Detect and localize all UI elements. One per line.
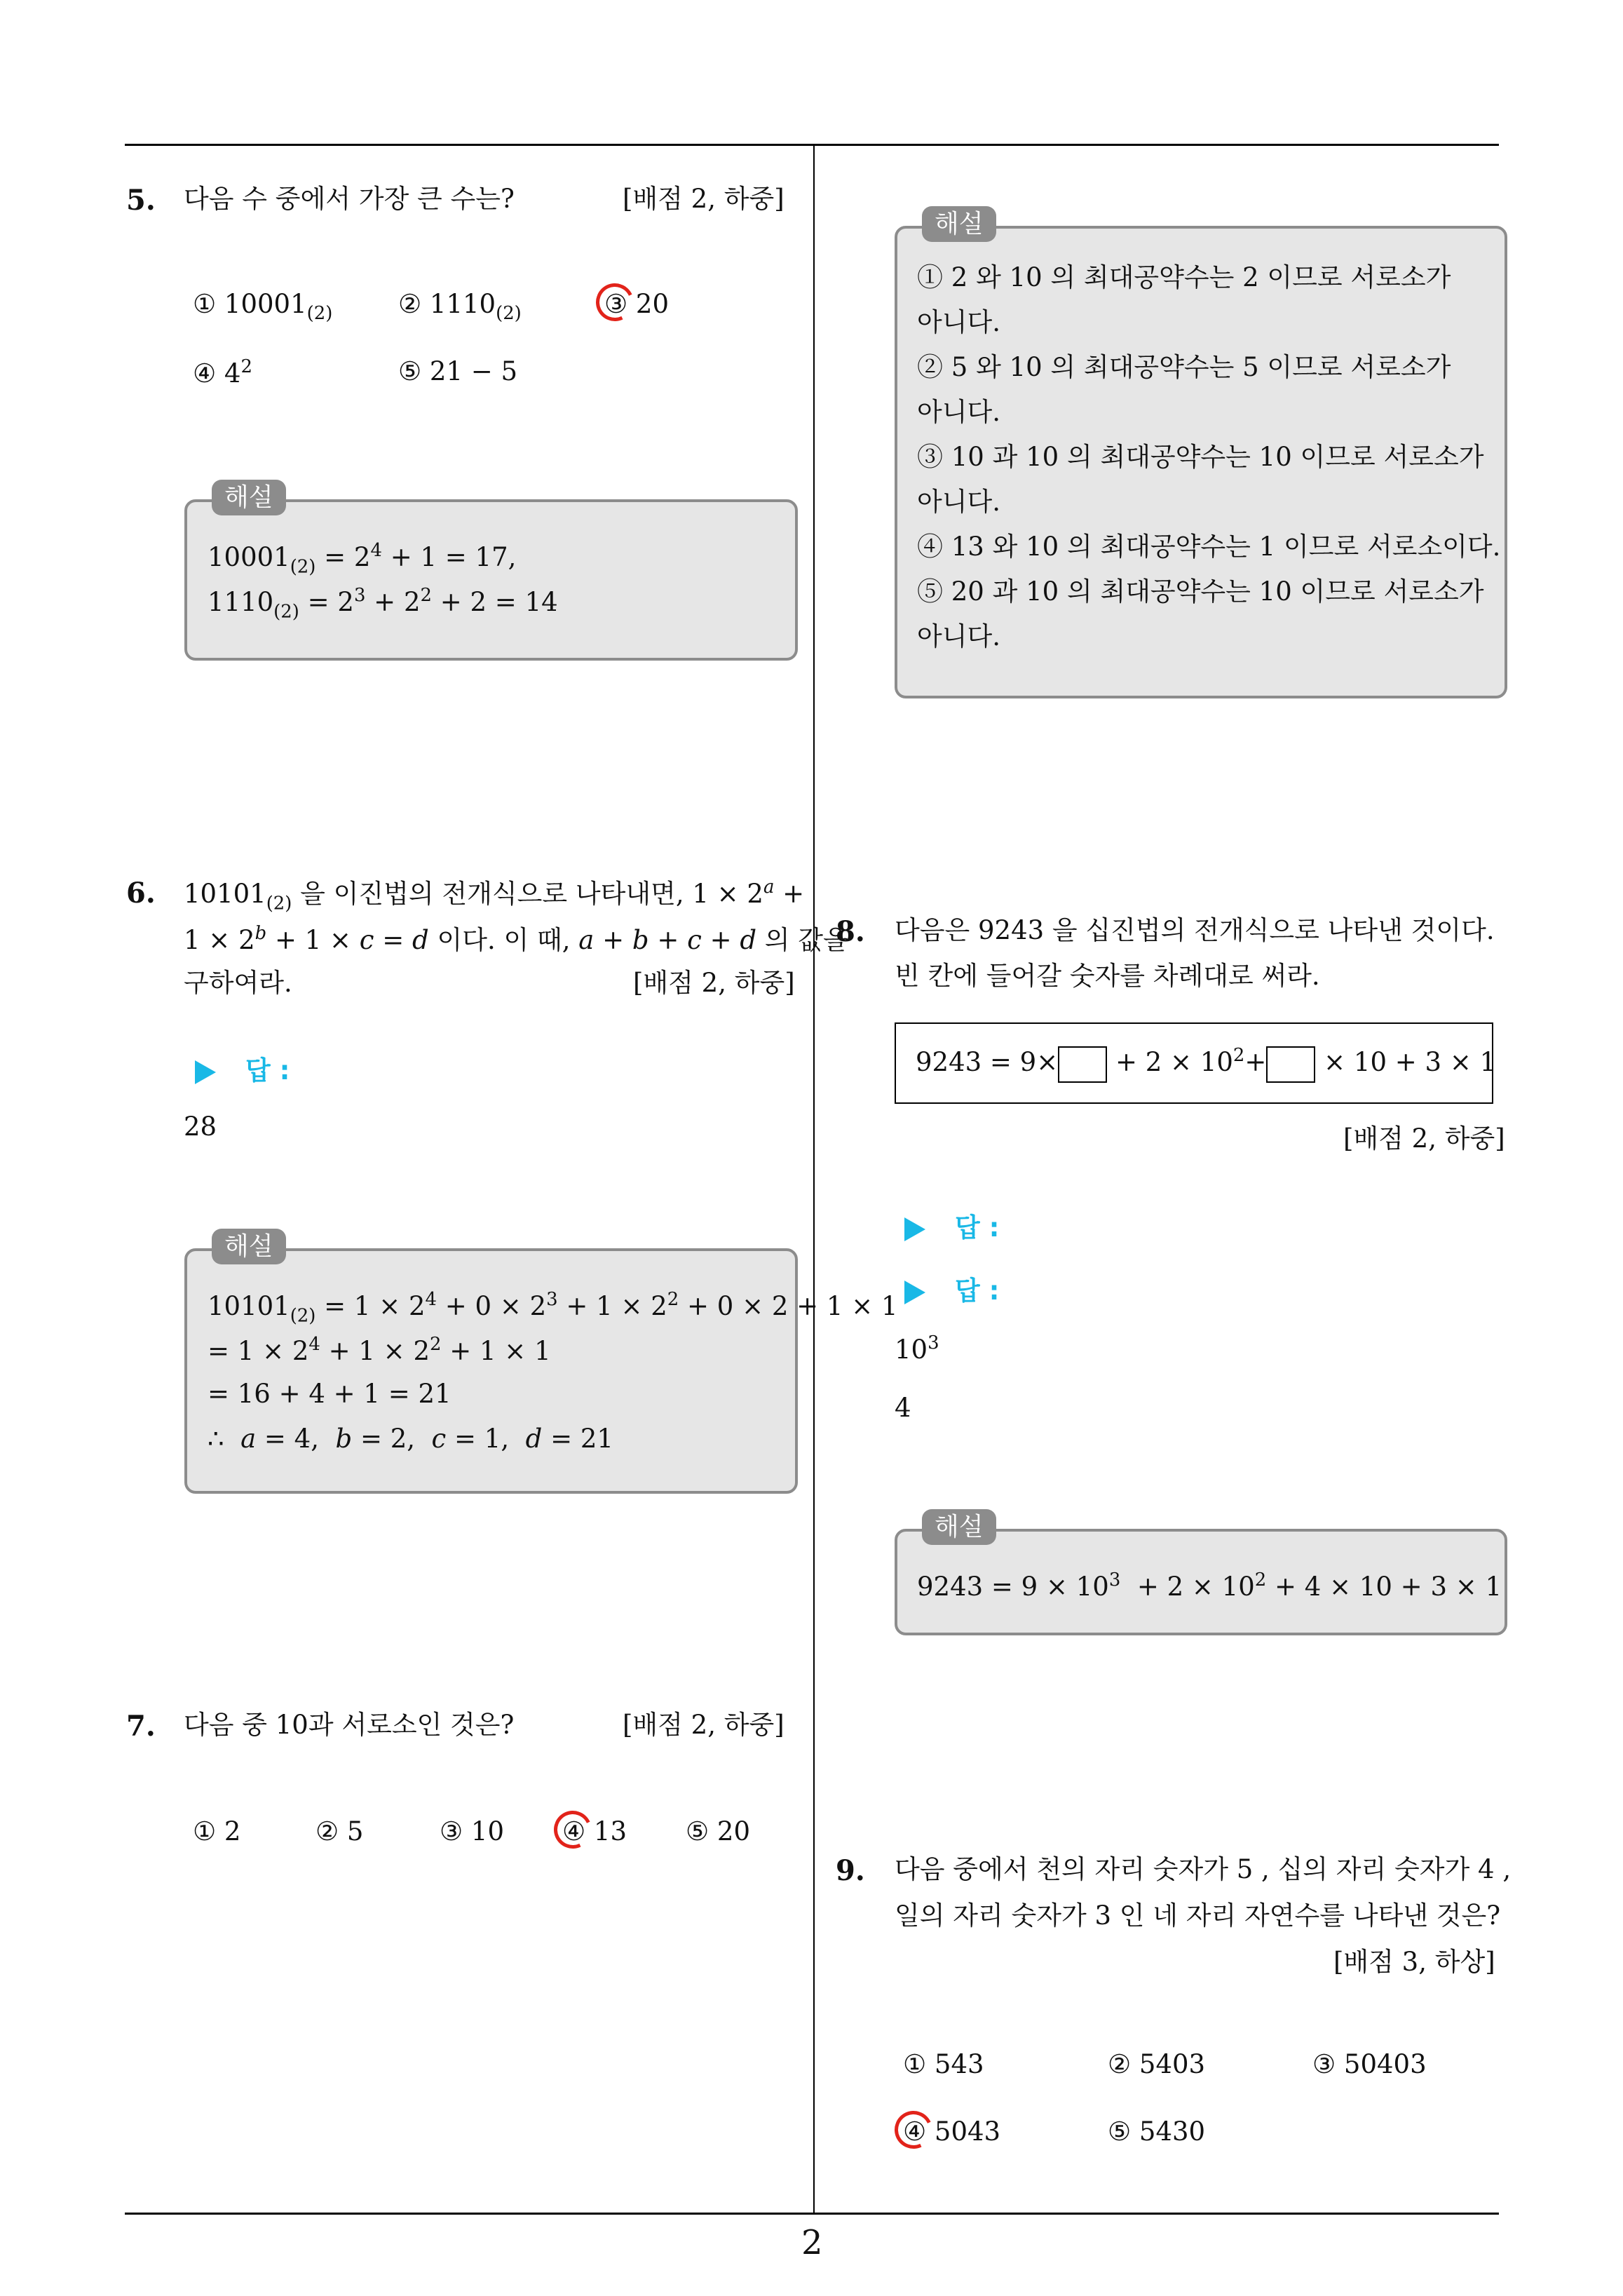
q7-question: 다음 중 10과 서로소인 것은? <box>184 1710 515 1740</box>
q9-question-line-2: 일의 자리 숫자가 3 인 네 자리 자연수를 나타낸 것은? <box>895 1900 1501 1931</box>
q7-explanation-line-3: ② 5 와 10 의 최대공약수는 5 이므로 서로소가 <box>917 352 1451 382</box>
q6-number: 6. <box>126 877 156 910</box>
q7-option-4[interactable]: ④ 13 <box>562 1816 627 1846</box>
q9-option-4[interactable]: ④ 5043 <box>903 2116 1001 2147</box>
q5-explanation-line-1: $10001_{(2)} = 2^4 + 1 = 17$, <box>208 540 517 578</box>
q8-answer-1: $10^3$ <box>895 1332 939 1365</box>
q9-option-5[interactable]: ⑤ 5430 <box>1108 2116 1206 2147</box>
q6-explanation-line-1: $10101_{(2)} = 1 \times 2^4 + 0 \times 2^3 + 1 \times 2^2 + 0 \times 2 + 1 \times 1$ <box>208 1289 898 1327</box>
q7-option-1[interactable]: ① 2 <box>193 1816 241 1846</box>
q5-option-4[interactable]: ④ $4^2$ <box>193 356 252 389</box>
q5-number: 5. <box>126 184 156 217</box>
q6-explanation-box <box>184 1248 798 1494</box>
q7-explanation-line-8: ⑤ 20 과 10 의 최대공약수는 10 이므로 서로소가 <box>917 576 1484 607</box>
q5-question: 다음 수 중에서 가장 큰 수는? <box>184 184 515 214</box>
q7-score: [배점 2, 하중] <box>623 1710 785 1740</box>
q7-explanation-line-4: 아니다. <box>917 397 1000 427</box>
q7-explanation-line-9: 아니다. <box>917 621 1000 651</box>
q7-explanation-line-5: ③ 10 과 10 의 최대공약수는 10 이므로 서로소가 <box>917 442 1484 472</box>
q8-number: 8. <box>836 915 865 948</box>
q8-question-line-2: 빈 칸에 들어갈 숫자를 차례대로 써라. <box>895 961 1320 991</box>
q5-explanation-tag: 해설 <box>212 480 286 515</box>
q8-equation: $9243 = 9\times + 2 \times 10^2+ \times 10 + 3 \times 1$ <box>916 1045 1496 1083</box>
q9-option-1[interactable]: ① 543 <box>903 2049 984 2079</box>
q9-option-2[interactable]: ② 5403 <box>1108 2049 1206 2079</box>
q6-question-line-2: $1 \times 2^b + 1 \times c = d$ 이다. 이 때, a + b + c + d 의 값을 <box>184 923 848 956</box>
q8-explanation-line-1: $9243 = 9 \times 10^3 + 2 \times 10^2 + 4 \times 10 + 3 \times 1$ <box>917 1569 1502 1602</box>
q7-option-3[interactable]: ③ 10 <box>440 1816 505 1846</box>
q6-explanation-line-2: = $1 \times 2^4 + 1 \times 2^2 + 1 \times 1$ <box>208 1334 551 1367</box>
q8-blank-2[interactable] <box>1266 1046 1315 1083</box>
play-arrow-icon <box>904 1281 925 1304</box>
q7-explanation-line-2: 아니다. <box>917 307 1000 337</box>
q5-option-2[interactable]: ② $1110_{(2)}$ <box>398 289 522 325</box>
q5-explanation-line-2: $1110_{(2)} = 2^3 + 2^2 + 2 = 14$ <box>208 585 558 623</box>
q8-answer-label-1: 답 : <box>904 1206 999 1244</box>
page-number: 2 <box>801 2223 823 2262</box>
q5-option-1[interactable]: ① $10001_{(2)}$ <box>193 289 333 325</box>
q5-option-3[interactable]: ③ 20 <box>604 289 670 319</box>
q9-question-line-1: 다음 중에서 천의 자리 숫자가 5 , 십의 자리 숫자가 4 , <box>895 1854 1512 1884</box>
q7-option-5[interactable]: ⑤ 20 <box>686 1816 751 1846</box>
q9-option-3[interactable]: ③ 50403 <box>1312 2049 1427 2079</box>
q7-explanation-line-7: ④ 13 와 10 의 최대공약수는 1 이므로 서로소이다. <box>917 532 1501 562</box>
q7-option-2[interactable]: ② 5 <box>315 1816 364 1846</box>
q8-score: [배점 2, 하중] <box>1343 1123 1505 1154</box>
play-arrow-icon <box>904 1217 925 1241</box>
q8-question-line-1: 다음은 9243 을 십진법의 전개식으로 나타낸 것이다. <box>895 915 1495 945</box>
q6-explanation-line-3: = 16 + 4 + 1 = 21 <box>208 1379 451 1409</box>
q7-explanation-tag: 해설 <box>922 206 996 242</box>
q6-explanation-line-4: ∴ a = 4, b = 2, c = 1, d = 21 <box>208 1424 613 1454</box>
column-divider <box>813 144 815 2213</box>
q9-score: [배점 3, 하상] <box>1333 1947 1495 1977</box>
q7-explanation-line-6: 아니다. <box>917 487 1000 517</box>
q8-explanation-tag: 해설 <box>922 1509 996 1545</box>
q8-blank-1[interactable] <box>1058 1046 1107 1083</box>
bottom-rule <box>125 2213 1499 2215</box>
q8-answer-2: 4 <box>895 1393 911 1423</box>
q6-explanation-tag: 해설 <box>212 1229 286 1264</box>
q6-question-line-3: 구하여라. <box>184 968 292 998</box>
q6-question-line-1: $10101_{(2)}$ 을 이진법의 전개식으로 나타내면, $1 \times 2^a$ + <box>184 877 805 914</box>
play-arrow-icon <box>195 1060 216 1084</box>
top-rule <box>125 144 1499 146</box>
q5-option-5[interactable]: ⑤ 21 − 5 <box>398 356 518 386</box>
q6-score: [배점 2, 하중] <box>633 968 795 998</box>
q6-answer-label: 답 : <box>195 1049 290 1087</box>
q7-explanation-line-1: ① 2 와 10 의 최대공약수는 2 이므로 서로소가 <box>917 262 1451 292</box>
q7-number: 7. <box>126 1710 156 1743</box>
q8-answer-label-2: 답 : <box>904 1269 999 1307</box>
q9-number: 9. <box>836 1854 865 1887</box>
q5-score: [배점 2, 하중] <box>623 184 785 214</box>
q5-explanation-box <box>184 499 798 661</box>
q6-answer: 28 <box>184 1112 217 1142</box>
